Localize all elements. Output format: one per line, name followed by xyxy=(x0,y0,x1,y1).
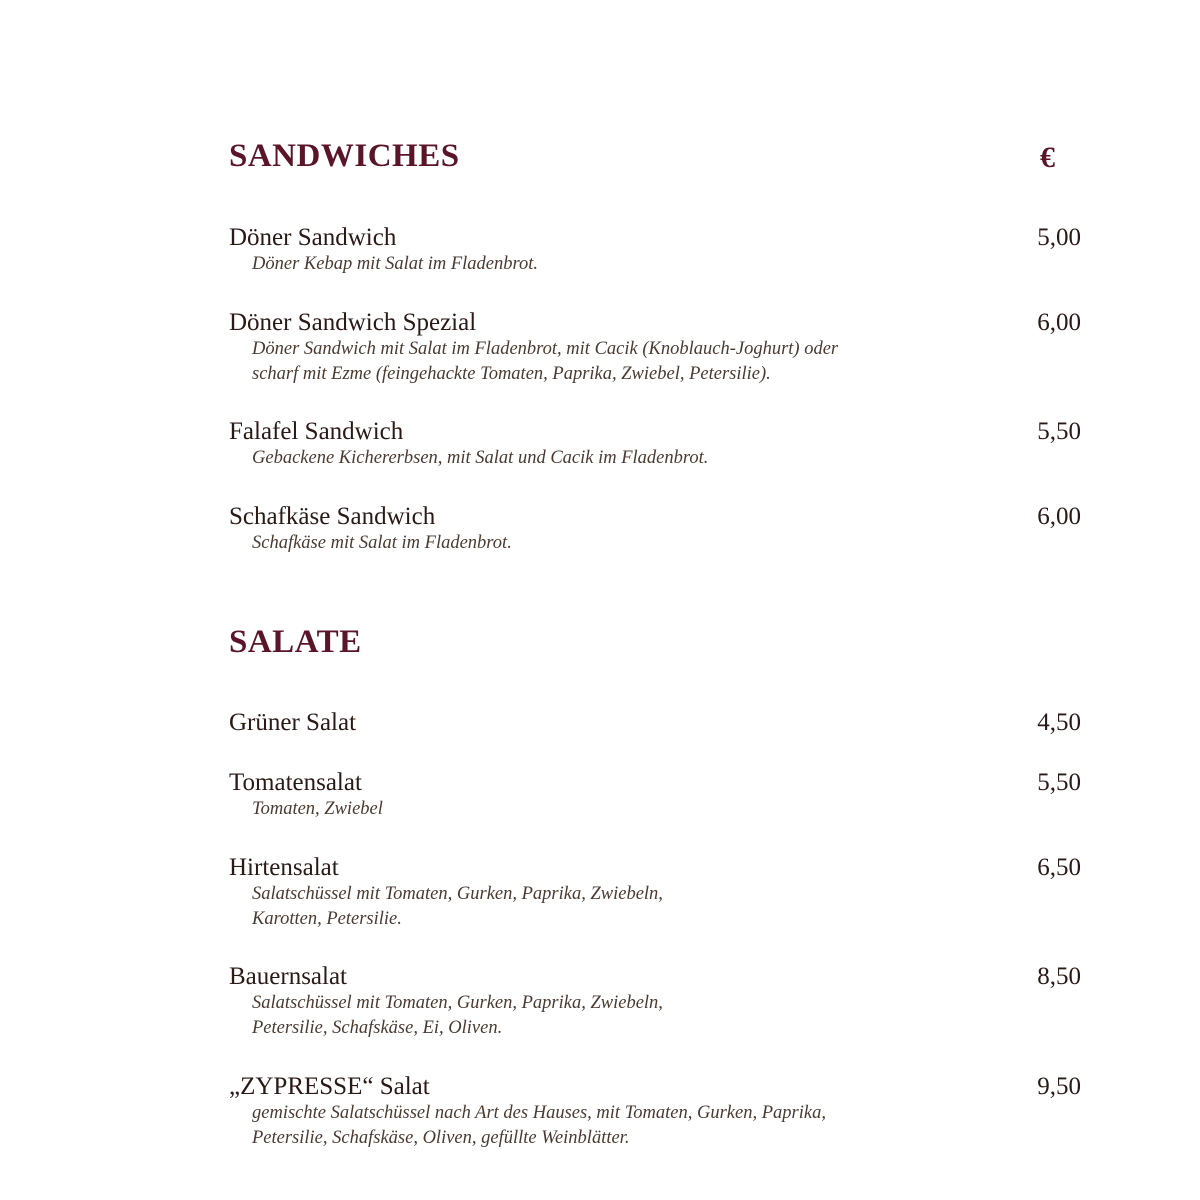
item-name: Schafkäse Sandwich xyxy=(229,503,436,530)
item-description: Schafkäse mit Salat im Fladenbrot. xyxy=(252,533,512,553)
item-name: Falafel Sandwich xyxy=(229,418,404,445)
menu-item xyxy=(229,503,1081,556)
item-name: Bauernsalat xyxy=(229,963,348,990)
item-name: „ZYPRESSE“ Salat xyxy=(229,1073,430,1100)
item-price: 5,50 xyxy=(1037,769,1081,796)
menu-item xyxy=(229,1073,1081,1151)
item-description: Petersilie, Schafskäse, Oliven, gefüllte Weinblätter. xyxy=(252,1128,630,1148)
menu-item xyxy=(229,418,1081,471)
item-description: Döner Kebap mit Salat im Fladenbrot. xyxy=(252,254,539,274)
item-name: Grüner Salat xyxy=(229,709,357,736)
item-description: Döner Sandwich mit Salat im Fladenbrot, mit Cacik (Knoblauch-Joghurt) oder xyxy=(252,339,839,359)
menu-item xyxy=(229,709,1081,737)
menu-item xyxy=(229,309,1081,387)
item-price: 6,00 xyxy=(1037,503,1081,530)
item-name: Döner Sandwich xyxy=(229,224,397,251)
item-description: Petersilie, Schafskäse, Ei, Oliven. xyxy=(252,1018,503,1038)
menu-item xyxy=(229,769,1081,822)
item-description: gemischte Salatschüssel nach Art des Hauses, mit Tomaten, Gurken, Paprika, xyxy=(252,1103,826,1123)
item-name: Tomatensalat xyxy=(229,769,362,796)
item-description: Tomaten, Zwiebel xyxy=(252,799,383,819)
currency-header: € xyxy=(1040,141,1055,174)
item-description: Karotten, Petersilie. xyxy=(252,909,402,929)
item-name: Hirtensalat xyxy=(229,854,339,881)
item-price: 4,50 xyxy=(1037,709,1081,736)
item-description: Salatschüssel mit Tomaten, Gurken, Paprika, Zwiebeln, xyxy=(252,884,663,904)
item-description: Salatschüssel mit Tomaten, Gurken, Paprika, Zwiebeln, xyxy=(252,993,663,1013)
menu-item xyxy=(229,224,1081,277)
item-price: 8,50 xyxy=(1037,963,1081,990)
item-name: Döner Sandwich Spezial xyxy=(229,309,477,336)
section-title-sandwiches: SANDWICHES xyxy=(229,138,460,174)
menu-item xyxy=(229,963,1081,1041)
section-title-salate: SALATE xyxy=(229,624,362,660)
item-price: 6,50 xyxy=(1037,854,1081,881)
item-description: scharf mit Ezme (feingehackte Tomaten, Paprika, Zwiebel, Petersilie). xyxy=(252,364,771,384)
item-price: 5,00 xyxy=(1037,224,1081,251)
item-price: 5,50 xyxy=(1037,418,1081,445)
item-description: Gebackene Kichererbsen, mit Salat und Cacik im Fladenbrot. xyxy=(252,448,709,468)
menu-item xyxy=(229,854,1081,932)
item-price: 9,50 xyxy=(1037,1073,1081,1100)
item-price: 6,00 xyxy=(1037,309,1081,336)
